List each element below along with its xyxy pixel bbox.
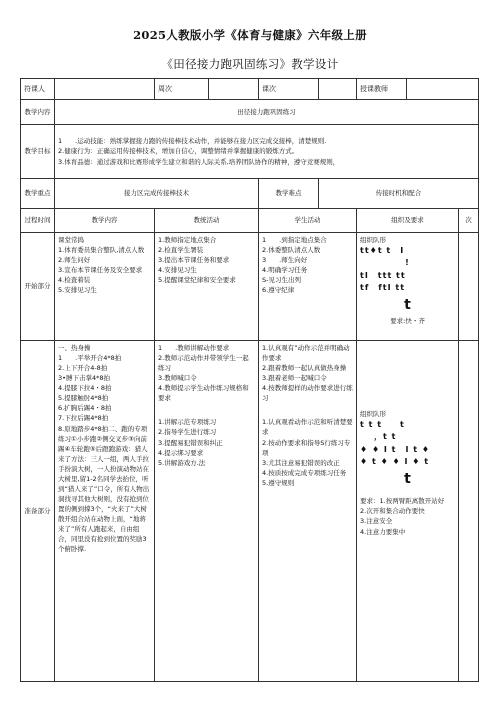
instructor-value <box>407 79 479 100</box>
document-subtitle: 《田径接力跑巩固练习》教学设计 <box>161 57 339 71</box>
prep-teacher: 1 .教师讲解动作要求 2.教师示范动作并带领学生一起练习 3.教师喊口令 4.教师提示学生动作练习规格和要求 1.讲解示范专项练习 2.指导学生进行练习 3.提醒易犯错误和纠正 4.提示绑习要求 5.讲解游戏方.法 <box>155 341 259 682</box>
prep-content: 一、热身操 1 .平举开合4*8拍 2.上下开合4-8拍 3•膊下击掌4*8拍 4.提膝下拉4・8拍 5.提膝触肘4*8拍 6.扩胸后踢4・8拍 7.下拉后踢4*8拍 8.原地踏步4*8拍二、跑的专项练习①小步跑②侧交叉步③向前踢④车轮跑⑤后蹬跑游戏：猎人来了方法：三人一组，两人手拉手扮演大树，一人扮演动物站在大树里,留1-2名同学去抬位，听到“猎人来了”口令，所有人物出洞找寻其他大树则，没有抢到位置的侧到撑3个，“火来了”大树散开组合站在动物上面，“地蒋来了”所有人跑起来，自由组合，同里没有抢到位置的奖励3个俯卧撑. <box>55 341 155 682</box>
prep-times <box>459 341 479 682</box>
teacher-position-marker: t <box>404 470 411 487</box>
start-content: 课堂常捣 1.体育委员集合整队,清点人数 2.师生问好 3.宣布本节课任务及安全要求 4.检査着装 5.安排见习生 <box>55 233 155 341</box>
start-teacher: 1.教师指定地点集合 2.检直学生署装 3.提出本节课任务和要求 4.安排见习生 5.提醒课堂纪律和安全要求 <box>155 233 259 341</box>
content-value: 田径接力跑巩固练习 <box>55 100 479 125</box>
formation-requirement: 要求:快・齐 <box>390 317 425 326</box>
objective-item: 3.体育品德：通过游戏和比赛形成学生建立和谐的人际关系,培养团队协作的精神，遵守竞赛规则， <box>58 157 340 166</box>
objectives-label: 教学目标 <box>21 125 55 179</box>
formation-label: 组织队形 <box>360 236 386 244</box>
prep-section-label: 准备部分 <box>21 341 55 682</box>
key-label: 教学重点 <box>21 179 55 209</box>
start-section-label: 开始部分 <box>21 233 55 341</box>
period-label: 课次 <box>259 79 319 100</box>
col-process-header: 过程时间 <box>21 209 55 233</box>
col-org-header: 组织及要求 <box>357 209 459 233</box>
formation-label: 组织队形 <box>360 410 386 418</box>
key-value: 接力区完成传接棒技术 <box>55 179 259 209</box>
week-label: 周次 <box>155 79 209 100</box>
week-value <box>209 79 259 100</box>
lesson-plan-table <box>20 78 479 682</box>
start-times <box>459 233 479 341</box>
content-label: 教学内容 <box>21 100 55 125</box>
prep-formation: 组织队形 t t t t ，t t ♦ ♦ I t I t ♦ ♦ t ♦ ♦ I ♦ t t 要求：1.按两臂距离散开站好 2.次开和集合动作要快 3.注意安全 4.注意力要集中 <box>357 341 459 682</box>
col-student-header: 学生活动 <box>259 209 357 233</box>
instructor-label: 授课教师 <box>357 79 407 100</box>
difficulty-label: 教学难点 <box>259 179 319 209</box>
col-content-header: 教学内容 <box>55 209 155 233</box>
start-formation: 组织队形 tt♦t t I ! tI ttt tt tf ftI tt t 要求:快・齐 <box>357 233 459 341</box>
start-student: 1 .到指定地点集合 2.体委整队清点人数 3 .师生向好 4.明确学习任务 S-见习生出列 6.遵守纪律 <box>259 233 357 341</box>
objectives-list <box>55 125 479 179</box>
objective-item: 1 .运动技能：熟练掌握接力跑的传接棒技术动作，并能够在接力区完成交接棒，清楚规则. <box>58 137 327 146</box>
teacher-value <box>55 79 155 100</box>
teacher-label: 符课人 <box>21 79 55 100</box>
teacher-position-marker: t <box>404 296 411 313</box>
objective-item: 2.健康行为：正确运用传接棒技术，增加自信心，调整情绪并掌握健康的锻炼方式。 <box>58 147 299 156</box>
period-value <box>319 79 357 100</box>
difficulty-value: 传接时机和配合 <box>319 179 479 209</box>
prep-student: 1.认真观有”动作示范并明确动作要求 2.跟着教师一起认真做热身操 3.跟着老师一起喊口令 4.按教师提样的动作要求进行练习 1.认真观看动作示范和听清楚要求 2.按动作要求和指导S行练习专项 3.尤其注意易犯错误的改正 4.按质按成完成专项练习任务 5.遵守规则 <box>259 341 357 682</box>
col-times-header: 次 <box>459 209 479 233</box>
col-teacher-header: 教统活动 <box>155 209 259 233</box>
document-title: 2025人教版小学《体育与健康》六年级上册 <box>133 28 367 42</box>
